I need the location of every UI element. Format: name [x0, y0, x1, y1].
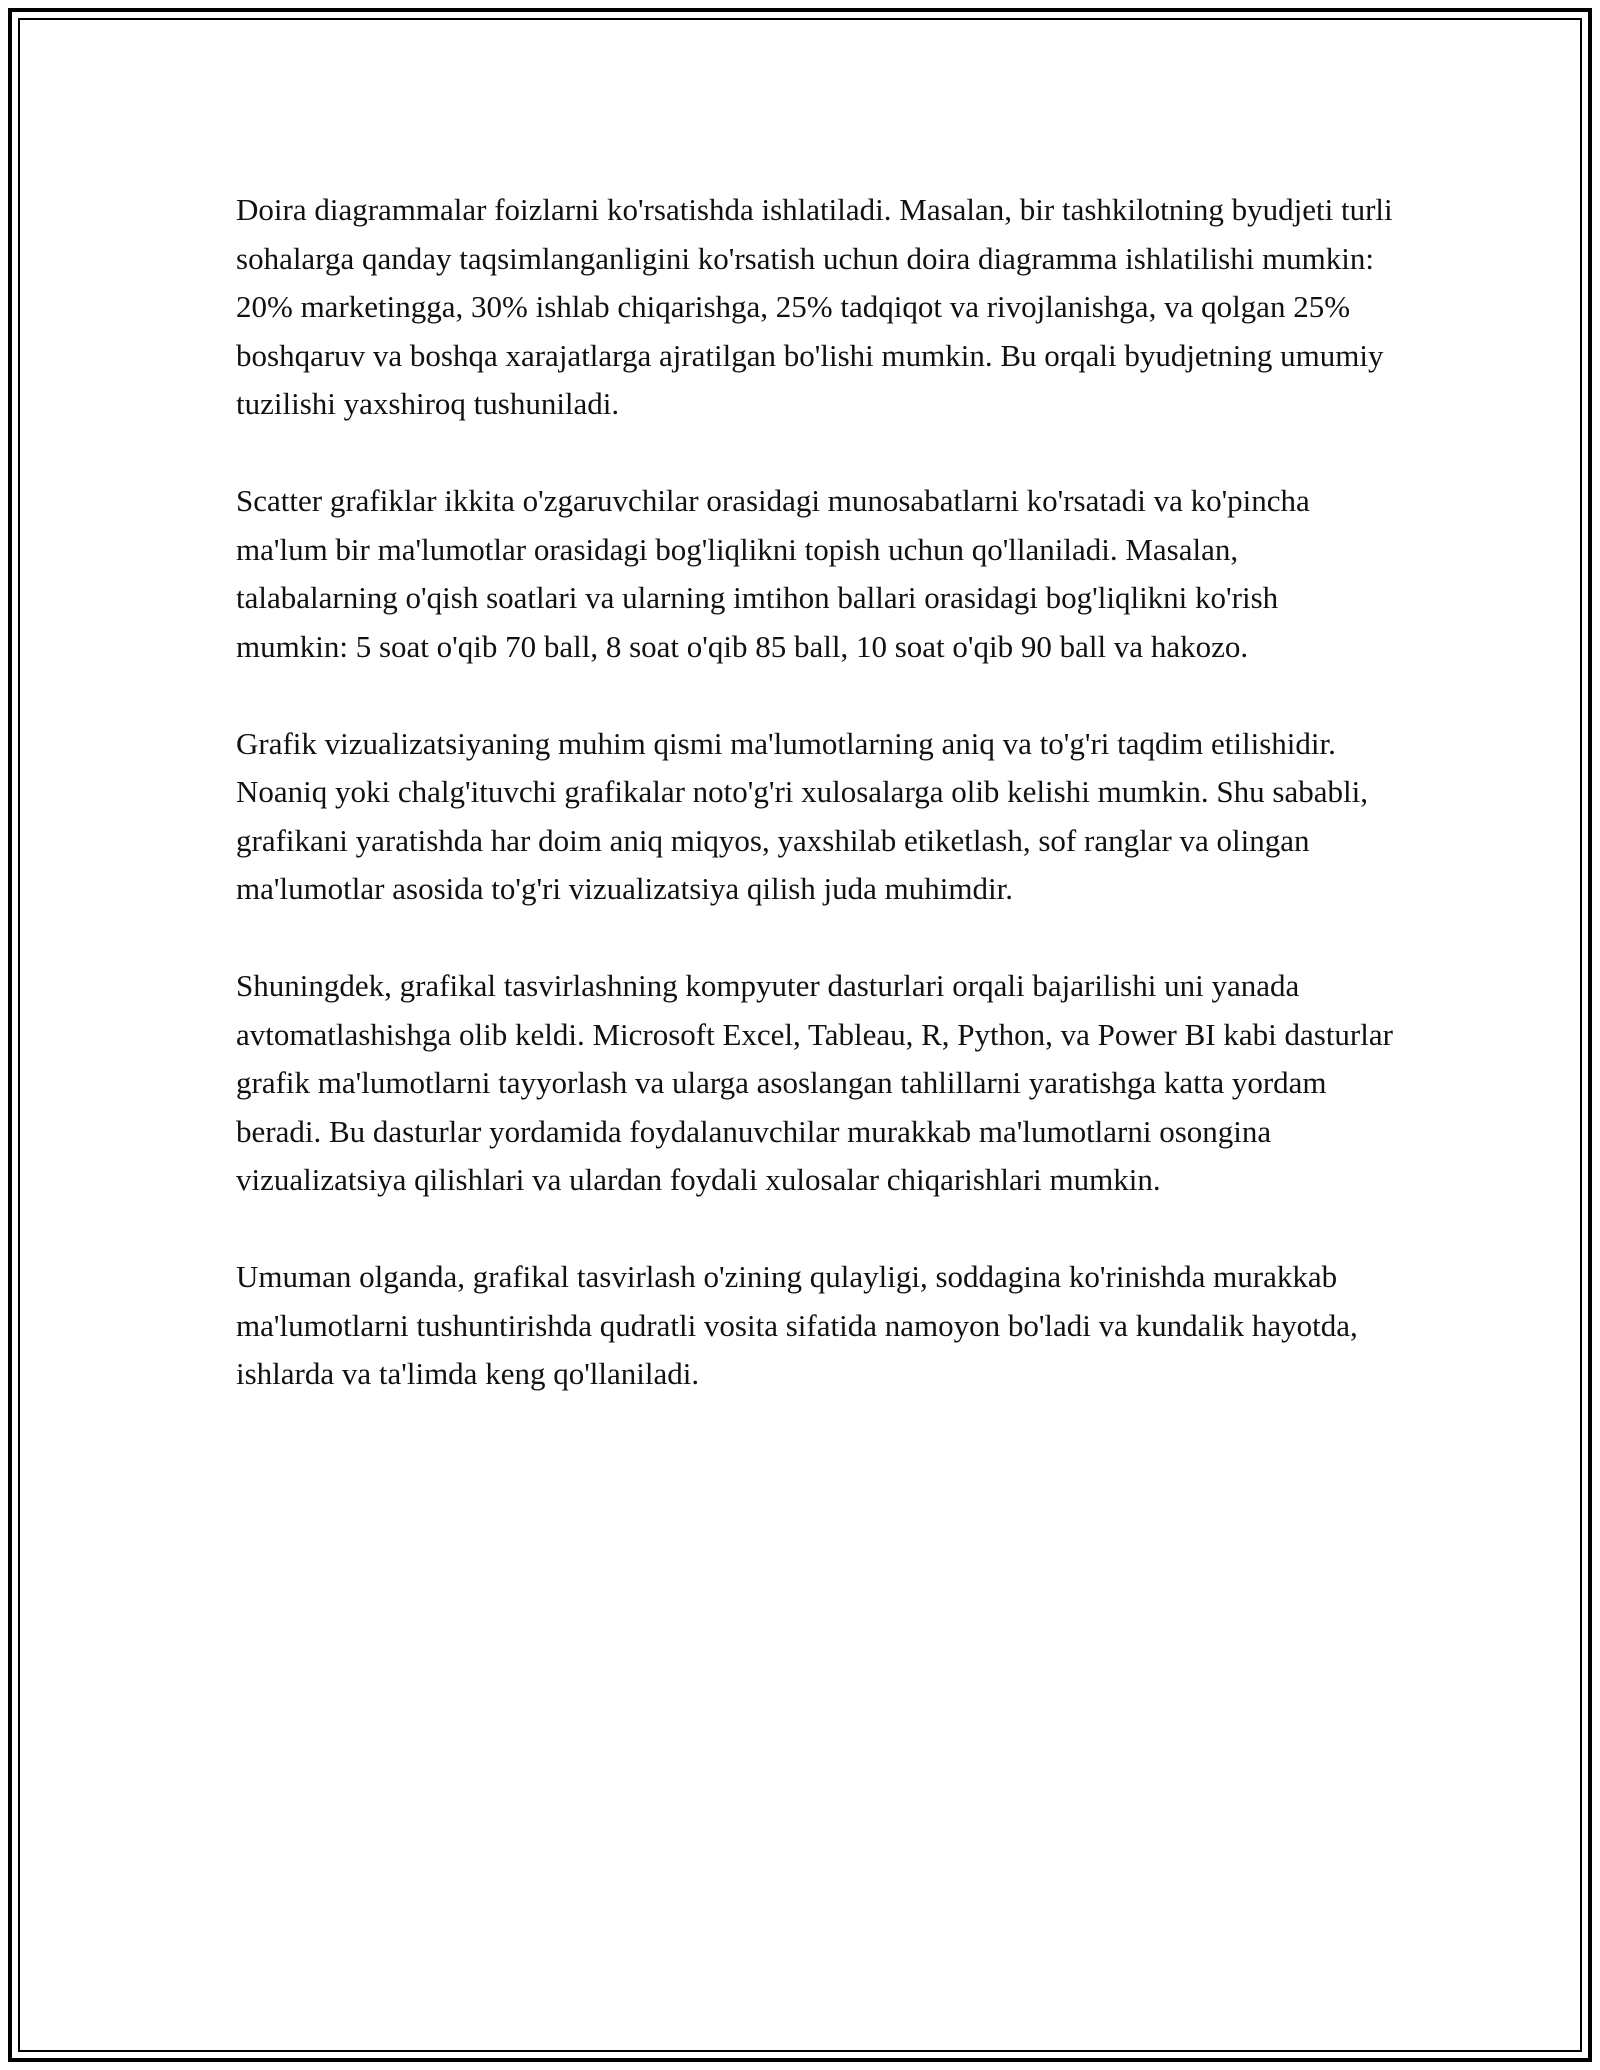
- paragraph-software: Shuningdek, grafikal tasvirlashning kompyuter dasturlari orqali bajarilishi uni yanada avtomatlashishga olib keldi. Microsoft Excel, Tableau, R, Python, va Power BI kabi dasturlar grafik ma'lumotlarni tayyorlash va ularga asoslangan tahlillarni yaratishga katta yordam beradi. Bu dasturlar yordamida foydalanuvchilar murakkab ma'lumotlarni osongina vizualizatsiya qilishlari va ulardan foydali xulosalar chiqarishlari mumkin.: [236, 968, 1393, 1197]
- paragraph-conclusion: Umuman olganda, grafikal tasvirlash o'zining qulayligi, soddagina ko'rinishda murakkab ma'lumotlarni tushuntirishda qudratli vosita sifatida namoyon bo'ladi va kundalik hayotda, ishlarda va ta'limda keng qo'llaniladi.: [236, 1259, 1358, 1391]
- document-body: [236, 186, 1396, 1447]
- paragraph-pie-charts: Doira diagrammalar foizlarni ko'rsatishda ishlatiladi. Masalan, bir tashkilotning byudjeti turli sohalarga qanday taqsimlanganligini ko'rsatish uchun doira diagramma ishlatilishi mumkin: 20% marketingga, 30% ishlab chiqarishga, 25% tadqiqot va rivojlanishga, va qolgan 25% boshqaruv va boshqa xarajatlarga ajratilgan bo'lishi mumkin. Bu orqali byudjetning umumiy tuzilishi yaxshiroq tushuniladi.: [236, 192, 1393, 421]
- paragraph-scatter-plots: Scatter grafiklar ikkita o'zgaruvchilar orasidagi munosabatlarni ko'rsatadi va ko'pincha ma'lum bir ma'lumotlar orasidagi bog'liqlikni topish uchun qo'llaniladi. Masalan, talabalarning o'qish soatlari va ularning imtihon ballari orasidagi bog'liqlikni ko'rish mumkin: 5 soat o'qib 70 ball, 8 soat o'qib 85 ball, 10 soat o'qib 90 ball va hakozo.: [236, 483, 1310, 664]
- paragraph-accuracy: Grafik vizualizatsiyaning muhim qismi ma'lumotlarning aniq va to'g'ri taqdim etilishidir. Noaniq yoki chalg'ituvchi grafikalar noto'g'ri xulosalarga olib kelishi mumkin. Shu sababli, grafikani yaratishda har doim aniq miqyos, yaxshilab etiketlash, sof ranglar va olingan ma'lumotlar asosida to'g'ri vizualizatsiya qilish juda muhimdir.: [236, 725, 1368, 906]
